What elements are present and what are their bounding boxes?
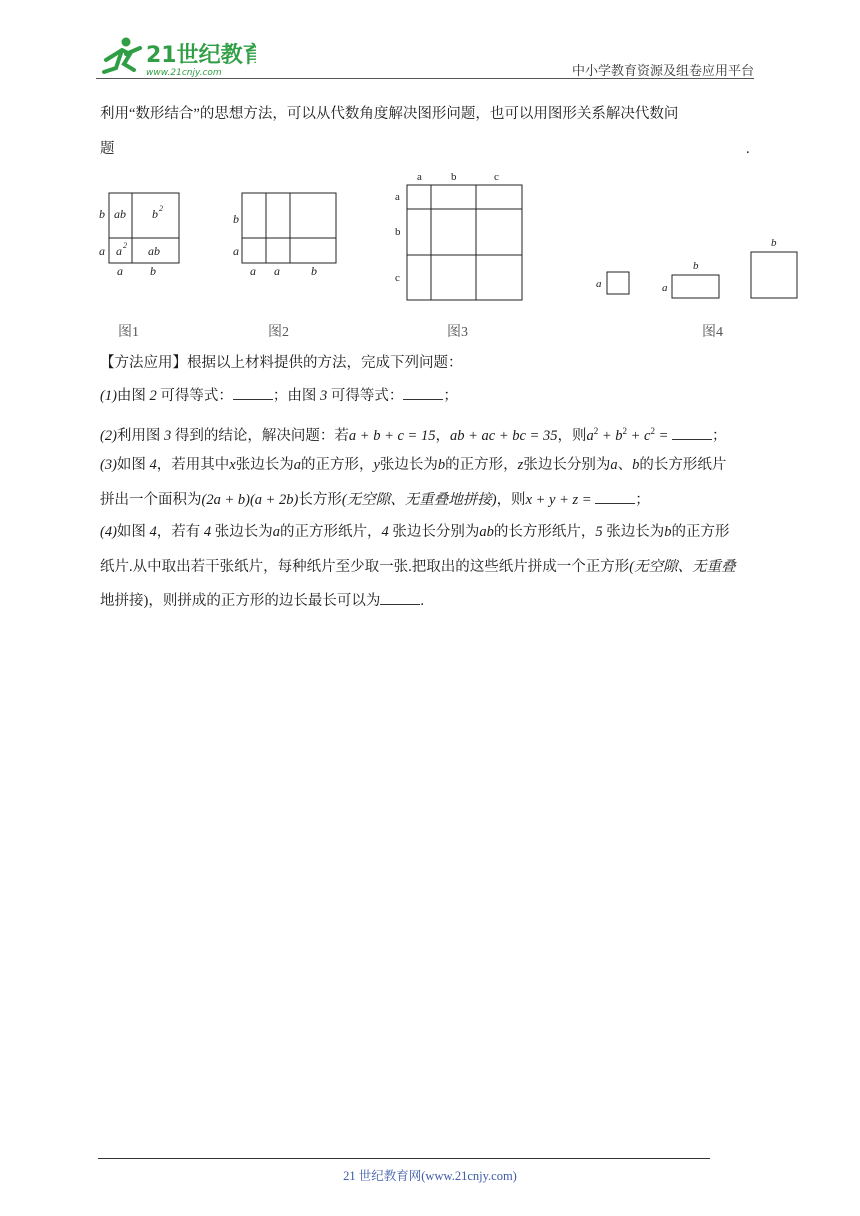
q3-var-b-2: b (632, 457, 640, 473)
logo-text: 21世纪教育 (146, 43, 256, 68)
fig1-label-a-left: a (99, 244, 105, 258)
intro-line-2-text: 题 (100, 141, 115, 157)
footer-text: 21 世纪教育网(www.21cnjy.com) (343, 1169, 517, 1183)
q4-text-2: ，若有 (156, 524, 204, 540)
fig2-label-a1-bottom: a (250, 264, 256, 278)
q1-fig-num-3: 3 (320, 388, 328, 404)
q2-eq3-equals: = (654, 427, 673, 444)
fig2-label-a-left: a (233, 244, 239, 258)
q3-text-5: 张边长为 (379, 457, 438, 473)
q3-sum-expression: x + y + z = (525, 492, 596, 508)
q2-number: (2) (100, 427, 117, 444)
q2-fig-num: 3 (164, 427, 172, 444)
figure-2 (242, 193, 336, 263)
q4-count-a: 4 (203, 524, 212, 540)
q3-var-y: y (373, 457, 380, 473)
q2-blank[interactable] (672, 425, 712, 440)
logo-subtext: www.21cnjy.com (146, 68, 222, 78)
q2-text-5: ； (712, 427, 727, 444)
q4-count-b: 5 (595, 524, 603, 540)
q4-text-4: 的正方形纸片， (280, 524, 382, 540)
fig4-label-b-square: b (771, 237, 777, 249)
q4-var-a: a (272, 524, 281, 540)
q3-line2-paren: (无空隙、无重叠地拼接) (341, 492, 497, 508)
q4-text-6: 的长方形纸片， (493, 524, 596, 540)
figure-4 (607, 252, 797, 298)
q2-text-4: ，则 (557, 427, 587, 444)
fig1-cell-b2: b (152, 207, 158, 221)
q4-fig-num: 4 (149, 524, 157, 540)
q4-number: (4) (100, 524, 117, 540)
q1-number: (1) (100, 388, 117, 404)
fig2-label-a2-bottom: a (274, 264, 280, 278)
fig2-caption: 图2 (268, 325, 289, 340)
q1-text-4: 可得等式： (327, 388, 404, 404)
footer-divider (98, 1158, 710, 1159)
q4-blank[interactable] (380, 590, 420, 605)
q1-text-2: 可得等式： (156, 388, 233, 404)
q4-line2-paren: (无空隙、无重叠 (629, 559, 736, 575)
fig1-cell-ab-top: ab (114, 207, 126, 221)
q1-text-1: 由图 (116, 388, 150, 404)
fig3-label-c-top: c (494, 171, 499, 183)
q3-text-9: 的长方形纸片 (639, 457, 727, 473)
fig3-label-b-top: b (451, 171, 457, 183)
question-2 (100, 419, 760, 448)
q2-equation-1: a + b + c = 15 (348, 427, 436, 444)
question-4-line-3 (100, 589, 760, 613)
fig1-caption: 图1 (118, 325, 139, 340)
intro-line-2-end: . (746, 141, 750, 157)
fig1-cell-a2: a (116, 244, 122, 258)
fig1-a2-exp: 2 (123, 241, 127, 250)
q3-text-2: ，若用其中 (156, 457, 230, 473)
q2-text-1: 利用图 (116, 427, 165, 444)
fig3-label-b-left: b (395, 226, 401, 238)
q4-var-b: b (664, 524, 672, 540)
q3-var-a: a (293, 457, 301, 473)
q2-eq3-exp-3: 2 (650, 426, 655, 436)
q2-eq3-exp-2: 2 (622, 426, 627, 436)
q1-fig-num-2: 2 (149, 388, 157, 404)
fig2-label-b-bottom: b (311, 264, 317, 278)
q1-text-3: ；由图 (272, 388, 321, 404)
q3-text-1: 如图 (116, 457, 150, 473)
question-3-line-1 (100, 453, 760, 477)
q3-fig-num: 4 (149, 457, 157, 473)
q4-text-7: 张边长为 (602, 524, 665, 540)
q1-blank-1[interactable] (233, 385, 273, 400)
fig4-label-b-rect: b (693, 260, 699, 272)
q3-text-8: 、 (617, 457, 633, 473)
q3-text-6: 的正方形， (445, 457, 518, 473)
q3-var-x: x (229, 457, 236, 473)
fig4-label-a-square: a (596, 278, 602, 290)
q3-line2-text-3: ，则 (496, 492, 526, 508)
question-1 (100, 384, 760, 408)
q3-text-7: 张边长分别为 (523, 457, 611, 473)
q3-number: (3) (100, 457, 117, 473)
figures-diagram (90, 165, 810, 350)
q2-eq3-exp-1: 2 (593, 426, 599, 436)
fig4-label-a-rect: a (662, 282, 668, 294)
q2-eq3-a: a (586, 427, 594, 444)
q4-count-ab: 4 (381, 524, 389, 540)
q4-text-1: 如图 (116, 524, 150, 540)
figure-3 (407, 185, 522, 300)
q3-var-b: b (437, 457, 446, 473)
q3-var-a-2: a (610, 457, 618, 473)
fig3-label-a-top: a (417, 171, 422, 183)
intro-line-2 (100, 137, 760, 161)
fig1-b2-exp: 2 (159, 204, 163, 213)
fig3-label-c-left: c (395, 272, 400, 284)
fig1-label-a-bottom: a (117, 264, 123, 278)
header-platform-text: 中小学教育资源及组卷应用平台 (571, 64, 754, 79)
q3-line2-text-2: 长方形 (298, 492, 342, 508)
q4-text-3: 张边长为 (211, 524, 273, 540)
fig2-label-b-left: b (233, 212, 239, 226)
q4-line2-text: 纸片.从中取出若干张纸片，每种纸片至少取一张.把取出的这些纸片拼成一个正方形 (100, 559, 630, 575)
q3-blank[interactable] (595, 489, 635, 504)
q3-area-expression: (2a + b)(a + 2b) (201, 492, 299, 508)
q3-line2-end: ； (635, 492, 650, 508)
fig4-caption: 图4 (702, 325, 723, 340)
q2-eq3-b: + b (598, 427, 623, 444)
runner-icon (104, 38, 140, 73)
intro-line-1: 利用“数形结合”的思想方法，可以从代数角度解决图形问题，也可以用图形关系解决代数问 (100, 106, 679, 122)
site-logo (96, 34, 256, 80)
q4-line3-end: . (420, 593, 424, 609)
question-3-line-2 (100, 488, 760, 512)
fig3-label-a-left: a (395, 191, 400, 203)
fig1-label-b-left: b (99, 207, 105, 221)
q3-var-z: z (517, 457, 524, 473)
question-4-line-1 (100, 520, 760, 544)
q3-text-4: 的正方形， (300, 457, 374, 473)
fig1-cell-ab-bottom: ab (148, 244, 160, 258)
q1-blank-2[interactable] (403, 385, 443, 400)
q2-eq3-c: + c (627, 427, 651, 444)
question-4-line-2 (100, 555, 760, 579)
q4-line3-text: 地拼接)，则拼成的正方形的边长最长可以为 (100, 593, 381, 609)
header-divider (96, 78, 754, 79)
q4-var-ab: ab (479, 524, 494, 540)
q3-text-3: 张边长为 (235, 457, 294, 473)
q3-line2-text-1: 拼出一个面积为 (100, 492, 202, 508)
fig3-caption: 图3 (447, 325, 468, 340)
q2-text-3: ， (435, 427, 450, 444)
method-heading: 【方法应用】根据以上材料提供的方法，完成下列问题： (100, 355, 463, 371)
q2-text-2: 得到的结论，解决问题：若 (171, 427, 349, 444)
q4-text-5: 张边长分别为 (388, 524, 480, 540)
q2-equation-2: ab + ac + bc = 35 (449, 427, 558, 444)
q1-text-5: ； (443, 388, 458, 404)
q4-text-8: 的正方形 (671, 524, 730, 540)
fig1-label-b-bottom: b (150, 264, 156, 278)
